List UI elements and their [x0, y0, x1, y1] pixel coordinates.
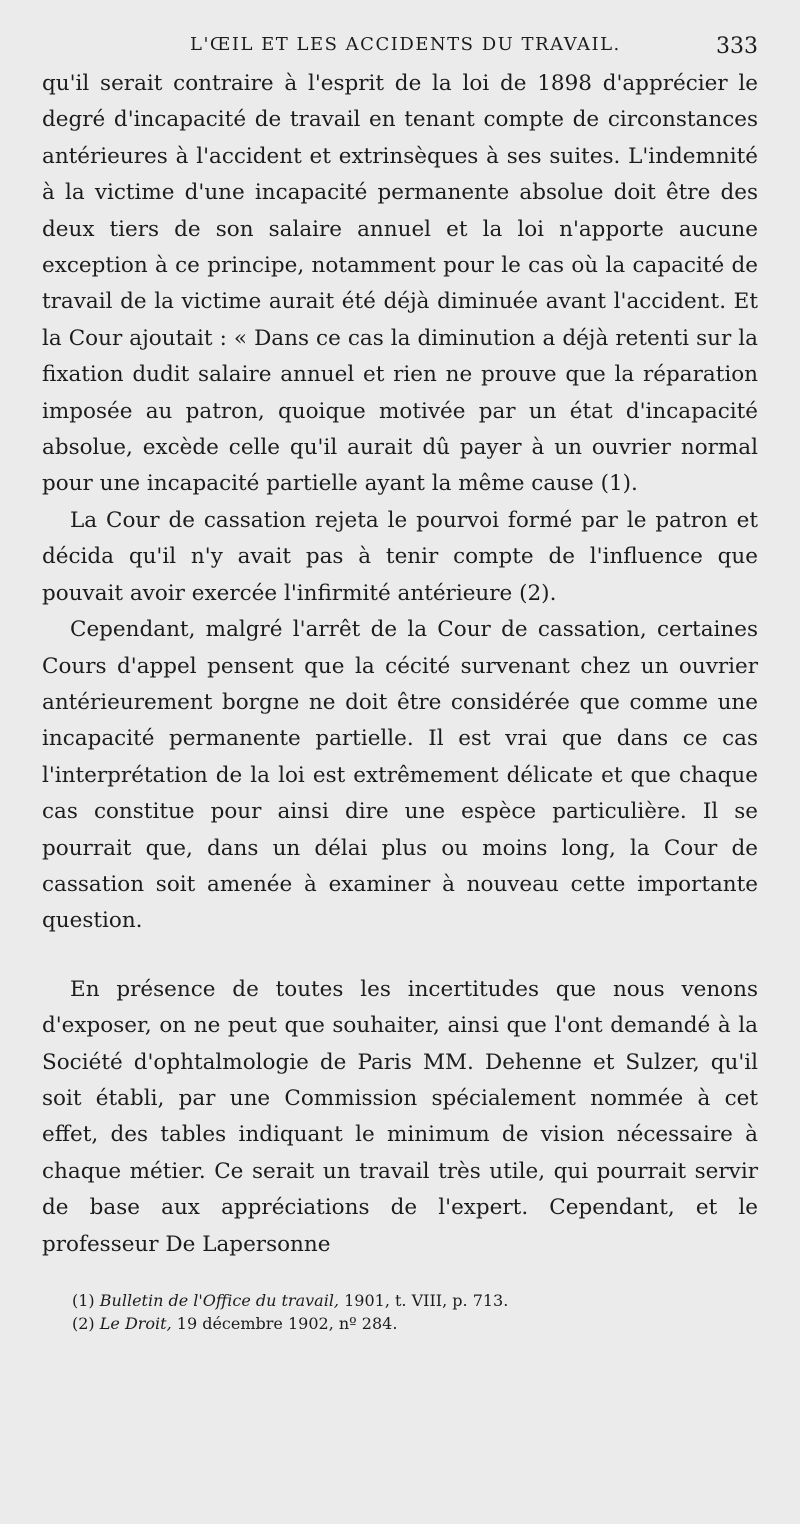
running-head — [42, 30, 758, 64]
body-text — [42, 66, 758, 1263]
footnote-source: Bulletin de l'Office du travail, — [99, 1291, 340, 1310]
footnote-1 — [72, 1289, 758, 1312]
paragraph-cassation-ruling: La Cour de cassation rejeta le pourvoi formé par le patron et décida qu'il n'y avait pas à tenir compte de l'influence que pouvait avoir exercée l'infirmité antérieure (2). — [42, 507, 758, 606]
running-title: L'ŒIL ET LES ACCIDENTS DU TRAVAIL. — [190, 34, 621, 55]
footnotes — [42, 1289, 758, 1335]
paragraph-vision-tables: En présence de toutes les incertitudes que nous venons d'exposer, on ne peut que souhaiter, ainsi que l'ont demandé à la Société d'ophtalmologie de Paris MM. Dehenne et Sulzer, qu'il soit établi, par une Commission spécialement nommée à cet effet, des tables indiquant le minimum de vision nécessaire à chaque métier. Ce serait un travail très utile, qui pourrait servir de base aux appréciations de l'expert. Cependant, et le professeur De Lapersonne — [42, 976, 758, 1257]
paragraph-courts-of-appeal: Cependant, malgré l'arrêt de la Cour de cassation, certaines Cours d'appel pensent que la cécité survenant chez un ouvrier antérieurement borgne ne doit être considérée que comme une incapacité permanente partielle. Il est vrai que dans ce cas l'interprétation de la loi est extrêmement délicate et que chaque cas constitue pour ainsi dire une espèce particulière. Il se pourrait que, dans un délai plus ou moins long, la Cour de cassation soit amenée à examiner à nouveau cette importante question. — [42, 617, 758, 934]
footnote-marker: (1) — [72, 1291, 95, 1310]
page-number: 333 — [716, 34, 758, 59]
footnote-2 — [72, 1312, 758, 1335]
paragraph-continuation: qu'il serait contraire à l'esprit de la loi de 1898 d'apprécier le degré d'incapacité de travail en tenant compte de circonstances antérieures à l'accident et extrinsèques à ses suites. L'indemnité à la victime d'une incapacité permanente absolue doit être des deux tiers de son salaire annuel et la loi n'apporte aucune exception à ce principe, notamment pour le cas où la capacité de travail de la victime aurait été déjà diminuée avant l'accident. Et la Cour ajoutait : « Dans ce cas la diminution a déjà retenti sur la fixation dudit salaire annuel et rien ne prouve que la réparation imposée au patron, quoique motivée par un état d'incapacité absolue, excède celle qu'il aurait dû payer à un ouvrier normal pour une incapacité partielle ayant la même cause (1). — [42, 71, 758, 497]
footnote-marker: (2) — [72, 1314, 95, 1333]
footnote-details: 1901, t. VIII, p. 713. — [339, 1291, 509, 1310]
footnote-source: Le Droit, — [99, 1314, 172, 1333]
footnote-details: 19 décembre 1902, nº 284. — [171, 1314, 398, 1333]
